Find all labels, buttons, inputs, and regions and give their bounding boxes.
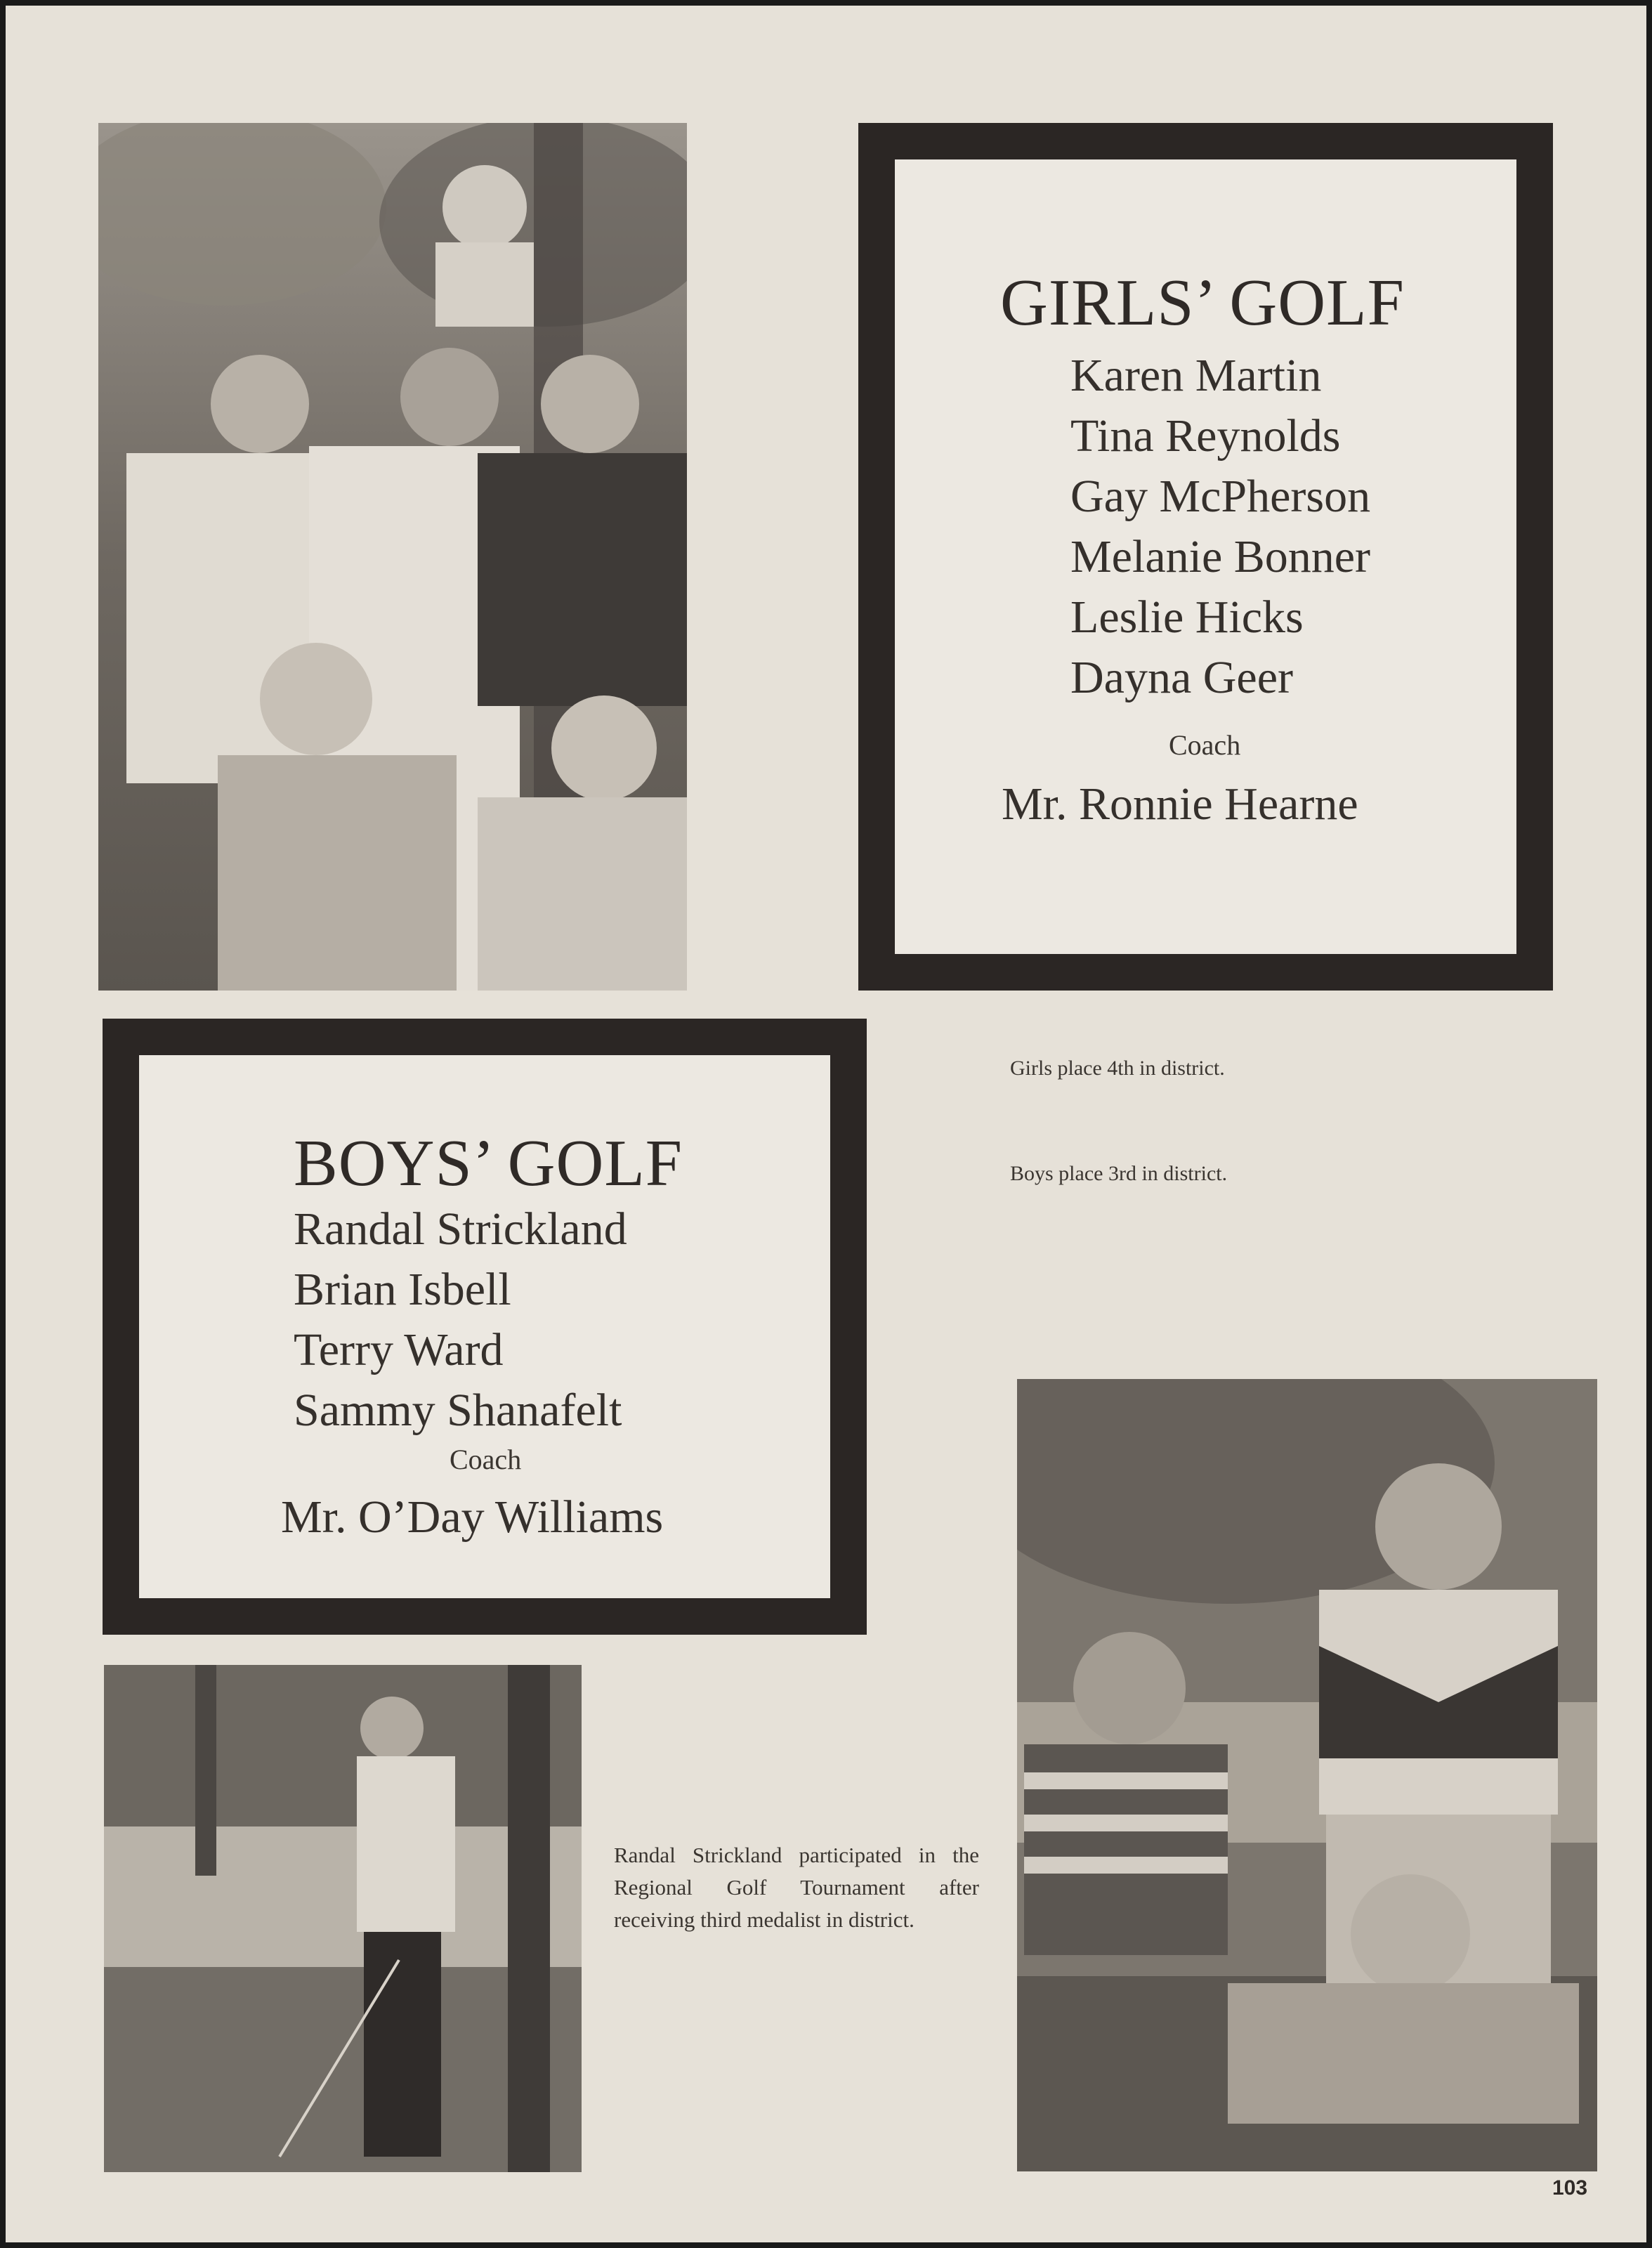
list-item: Terry Ward [294, 1324, 504, 1375]
list-item: Randal Strickland [294, 1203, 627, 1255]
photo-caption: Randal Strickland participated in the Regional Golf Tournament after receiving third medalist in district. [614, 1843, 979, 1932]
boys-coach-label: Coach [450, 1444, 522, 1475]
list-item: Tina Reynolds [1070, 410, 1341, 462]
boys-golf-box [103, 1019, 867, 1635]
yearbook-page [6, 6, 1646, 2242]
boys-member-list [294, 1199, 627, 1441]
boys-golf-title: BOYS’ GOLF [294, 1127, 683, 1200]
girls-team-photo [98, 123, 687, 991]
page-number: 103 [1552, 2176, 1588, 2200]
list-item: Leslie Hicks [1070, 592, 1304, 643]
randal-strickland-photo [104, 1665, 582, 2172]
girls-coach-name: Mr. Ronnie Hearne [1002, 778, 1358, 830]
boys-result-caption: Boys place 3rd in district. [1010, 1162, 1228, 1185]
girls-golf-title: GIRLS’ GOLF [1000, 266, 1405, 339]
girls-golf-box [858, 123, 1553, 991]
list-item: Dayna Geer [1070, 652, 1293, 703]
list-item: Sammy Shanafelt [294, 1385, 622, 1436]
list-item: Karen Martin [1070, 350, 1322, 401]
list-item: Melanie Bonner [1070, 531, 1371, 582]
girls-member-list [1070, 346, 1370, 708]
girls-coach-label: Coach [1169, 729, 1241, 761]
boys-coach-name: Mr. O’Day Williams [281, 1491, 664, 1543]
girls-result-caption: Girls place 4th in district. [1010, 1057, 1225, 1080]
boys-team-photo [1017, 1379, 1597, 2171]
list-item: Gay McPherson [1070, 471, 1371, 522]
list-item: Brian Isbell [294, 1264, 511, 1315]
